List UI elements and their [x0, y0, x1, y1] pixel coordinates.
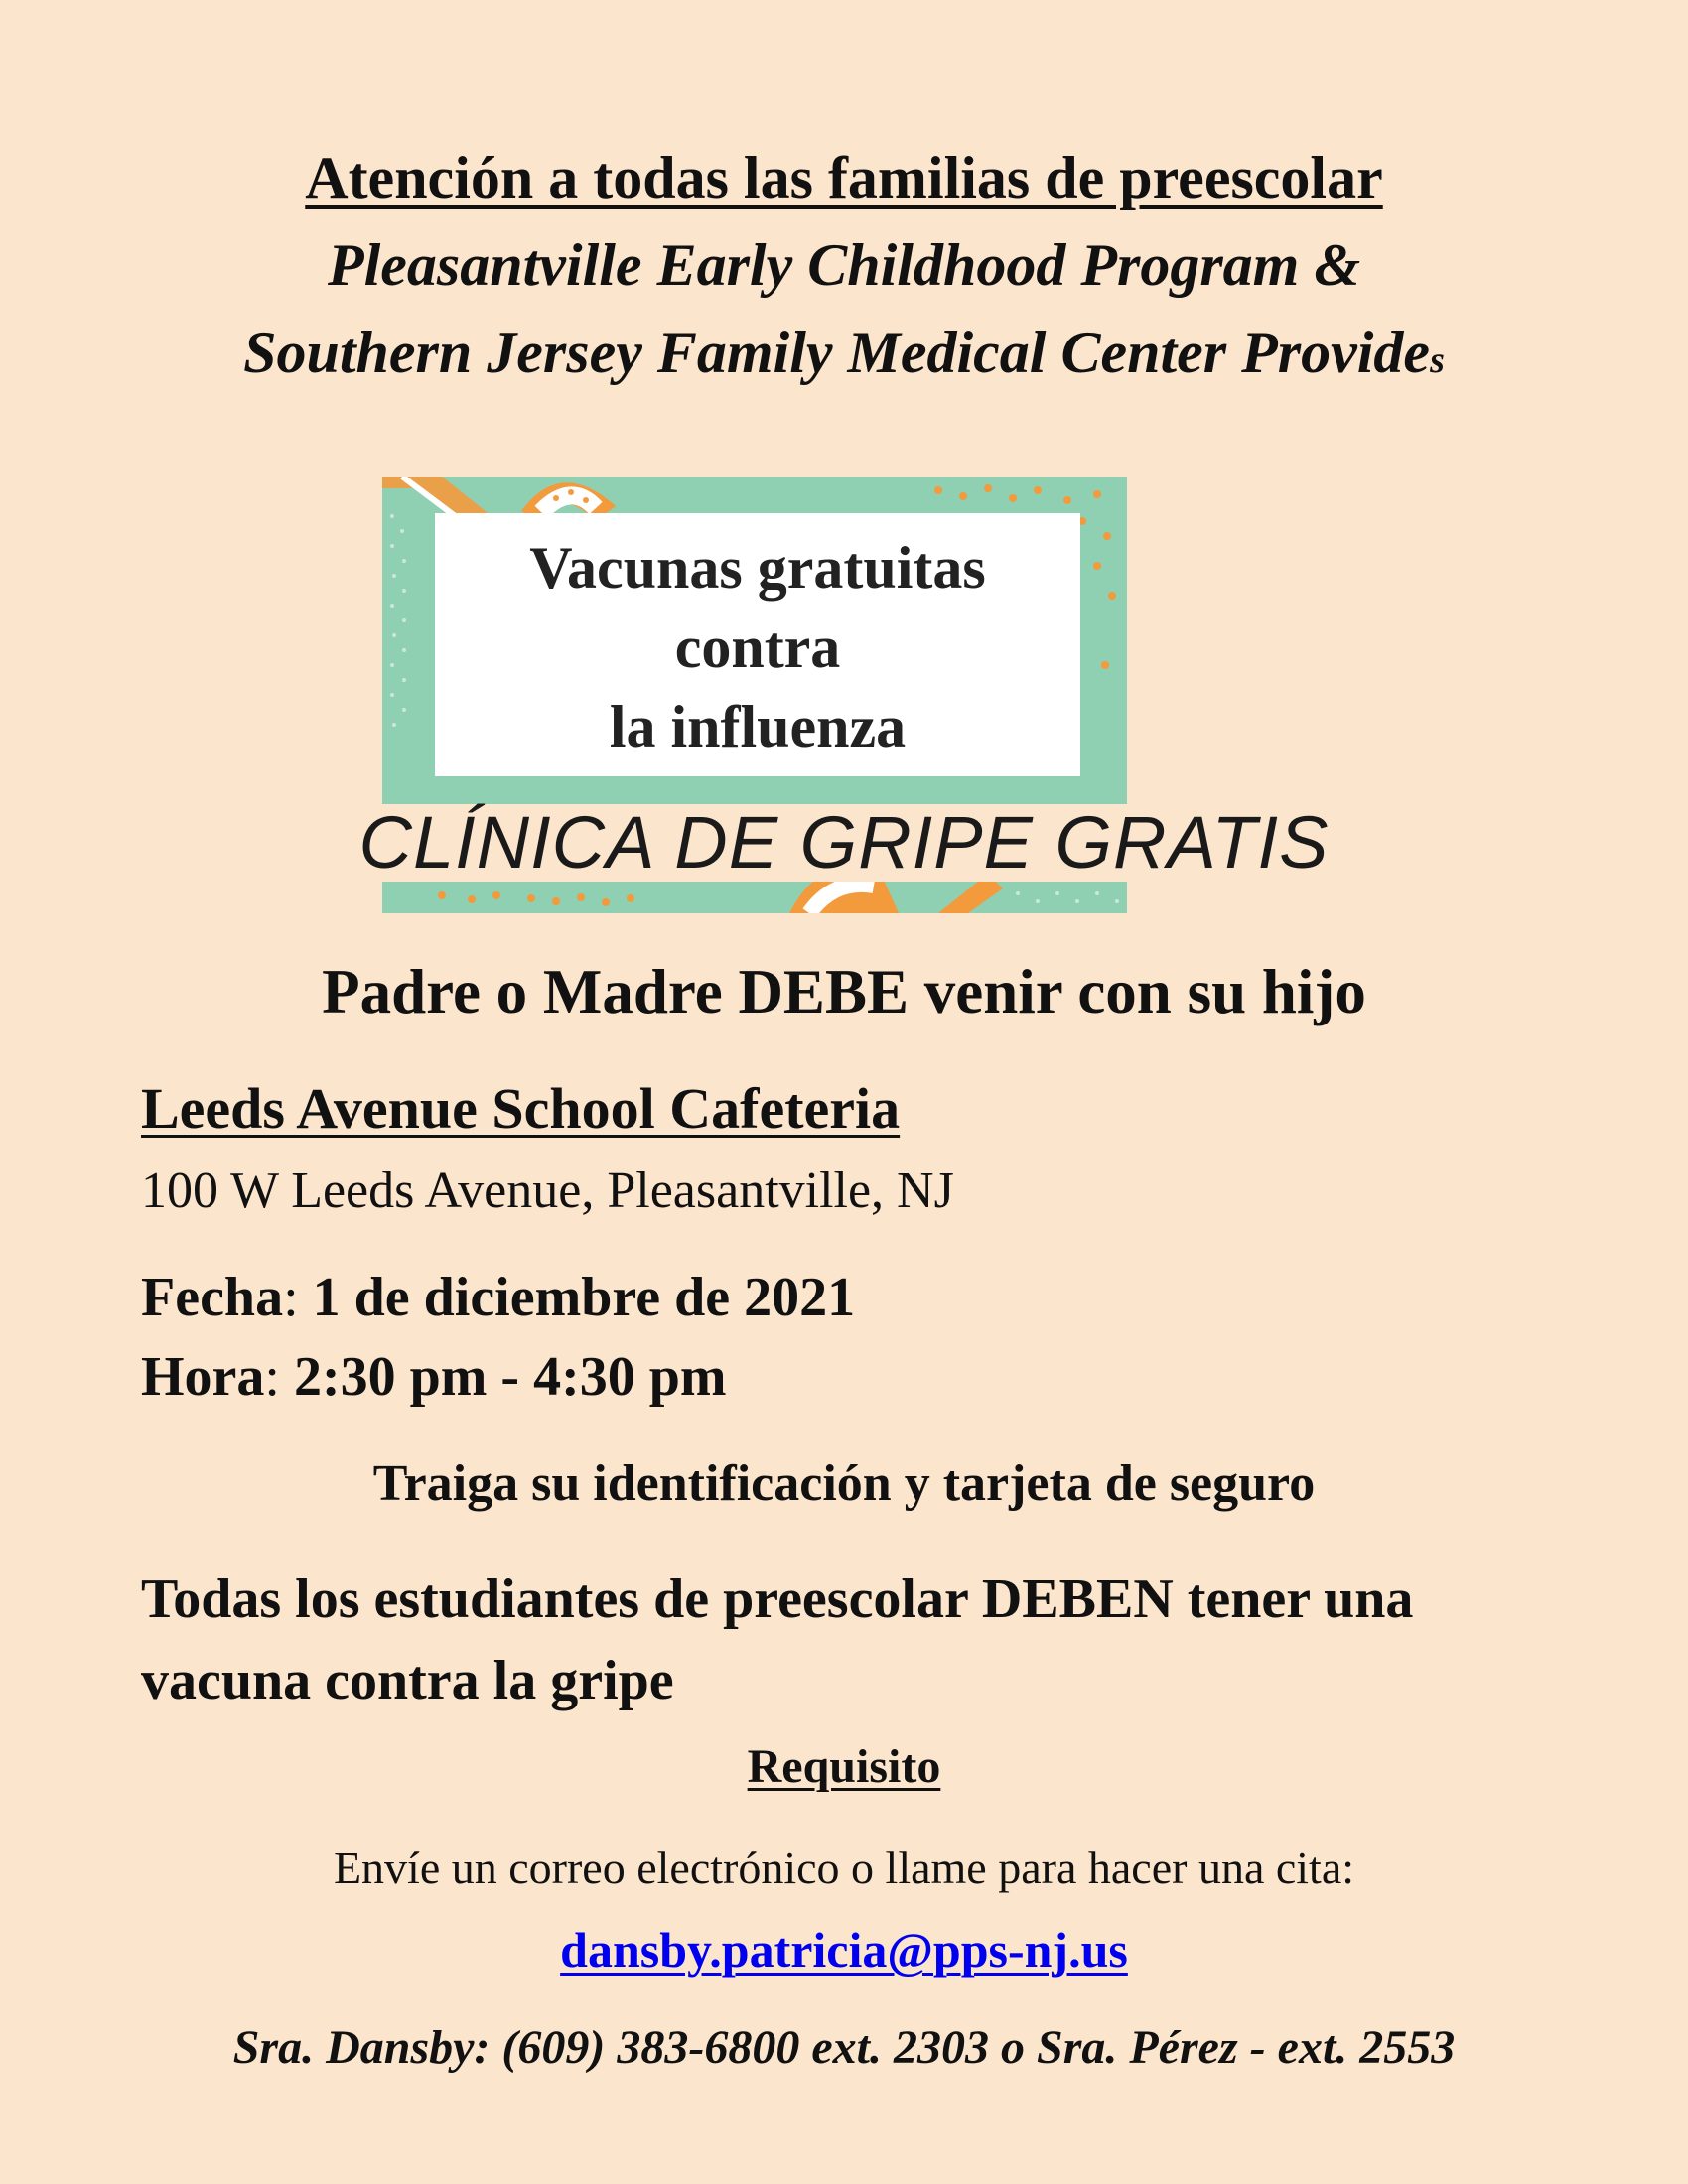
phone-contact-line: Sra. Dansby: (609) 383-6800 ext. 2303 o Sra. Pérez - ext. 2553	[232, 2021, 1456, 2074]
banner-card-line-3: la influenza	[609, 694, 907, 759]
time-label: Hora	[141, 1346, 265, 1408]
contact-prompt: Envíe un correo electrónico o llame para hacer una cita:	[333, 1843, 1355, 1893]
banner-card-line-2: contra	[674, 614, 841, 680]
banner-card-line-1: Vacunas gratuitas	[529, 535, 986, 601]
time-value: 2:30 pm - 4:30 pm	[293, 1346, 727, 1408]
banner-title: CLÍNICA DE GRIPE GRATIS	[358, 801, 1330, 884]
banner-card-text	[435, 528, 1080, 766]
heading-attention: Atención a todas las familias de preescolar	[305, 145, 1383, 210]
bring-id-note: Traiga su identificación y tarjeta de seguro	[372, 1455, 1316, 1512]
date-line: Fecha: 1 de diciembre de 2021	[141, 1267, 856, 1328]
time-line: Hora: 2:30 pm - 4:30 pm	[141, 1346, 727, 1408]
heading-provider	[0, 319, 1688, 387]
date-label: Fecha	[141, 1267, 284, 1328]
students-requirement-note: Todas los estudiantes de preescolar DEBEN tener una vacuna contra la gripe	[141, 1569, 1414, 1711]
parent-requirement-note: Padre o Madre DEBE venir con su hijo	[322, 957, 1366, 1026]
requirement-label: Requisito	[747, 1740, 941, 1793]
heading-program: Pleasantville Early Childhood Program &	[327, 232, 1361, 298]
location-address: 100 W Leeds Avenue, Pleasantville, NJ	[141, 1162, 954, 1219]
date-value: 1 de diciembre de 2021	[312, 1267, 856, 1328]
heading-provider-main: Southern Jersey Family Medical Center Provide	[243, 320, 1431, 385]
location-name: Leeds Avenue School Cafeteria	[141, 1076, 901, 1141]
heading-provider-suffix: s	[1430, 340, 1445, 381]
email-link[interactable]: dansby.patricia@pps-nj.us	[560, 1922, 1128, 1978]
